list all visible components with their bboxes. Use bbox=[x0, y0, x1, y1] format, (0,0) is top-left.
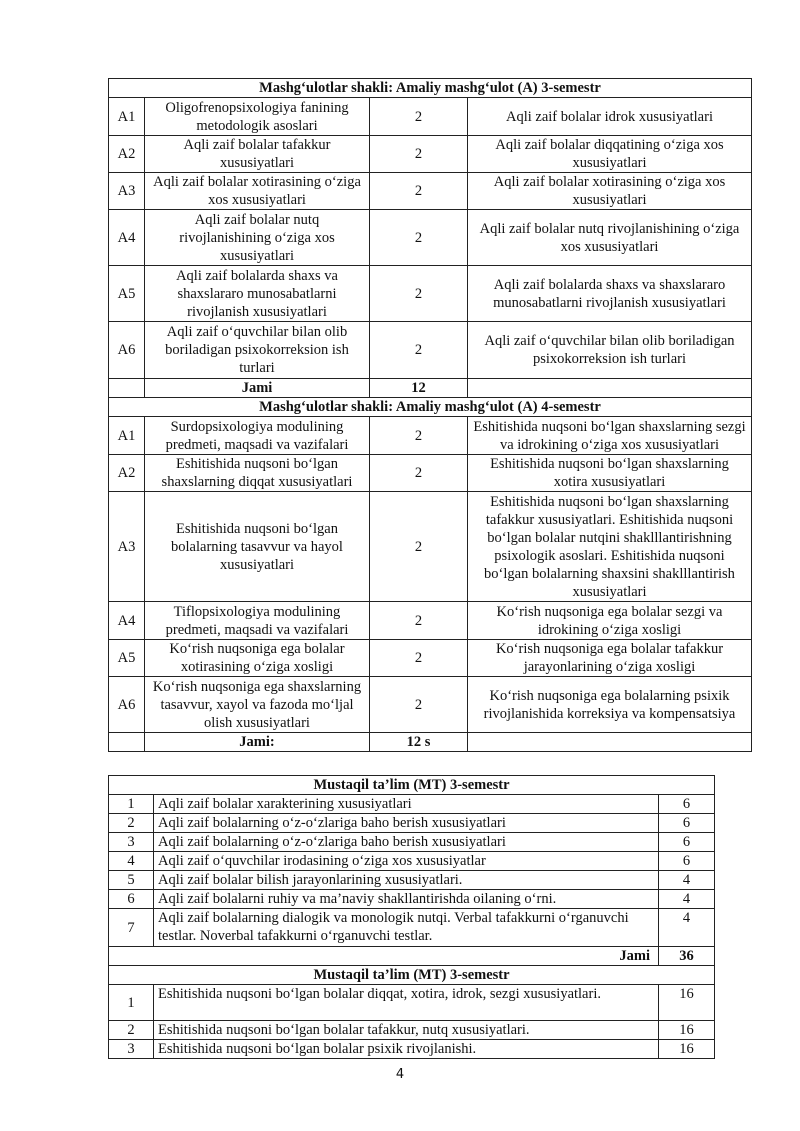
row-number: 2 bbox=[109, 814, 154, 833]
row-hours: 4 bbox=[659, 909, 715, 947]
row-hours: 6 bbox=[659, 795, 715, 814]
row-topic: Tiflopsixologiya modulining predmeti, maqsadi va vazifalari bbox=[145, 602, 370, 640]
row-topic: Aqli zaif o‘quvchilar bilan olib boriladigan psixokorreksion ish turlari bbox=[145, 322, 370, 379]
row-topic: Aqli zaif bolalar nutq rivojlanishining o‘ziga xos xususiyatlari bbox=[145, 210, 370, 266]
row-topic: Aqli zaif bolalar xarakterining xususiyatlari bbox=[154, 795, 659, 814]
row-hours: 4 bbox=[659, 890, 715, 909]
table-row bbox=[109, 417, 752, 455]
row-content: Aqli zaif o‘quvchilar bilan olib boriladigan psixokorreksion ish turlari bbox=[468, 322, 752, 379]
table-row bbox=[109, 266, 752, 322]
row-topic: Eshitishida nuqsoni bo‘lgan bolalarning tasavvur va hayol xususiyatlari bbox=[145, 492, 370, 602]
row-content: Aqli zaif bolalar idrok xususiyatlari bbox=[468, 98, 752, 136]
row-hours: 16 bbox=[659, 985, 715, 1021]
row-content: Eshitishida nuqsoni bo‘lgan shaxslarning tafakkur xususiyatlari. Eshitishida nuqsoni bo‘lgan bolalar nutqini shaklllantirishning psixologik asoslari. Eshitishida nuqsoni bo‘lgan bolalarning shaxsini shaklllantirish xususiyatlari bbox=[468, 492, 752, 602]
row-hours: 2 bbox=[370, 266, 468, 322]
row-number: 7 bbox=[109, 909, 154, 947]
row-topic: Aqli zaif bolalarda shaxs va shaxslararo munosabatlarni rivojlanish xususiyatlari bbox=[145, 266, 370, 322]
row-topic: Aqli zaif bolalarni ruhiy va ma’naviy shakllantirishda oilaning o‘rni. bbox=[154, 890, 659, 909]
row-topic: Surdopsixologiya modulining predmeti, maqsadi va vazifalari bbox=[145, 417, 370, 455]
table-heading-row bbox=[109, 79, 752, 98]
row-hours: 6 bbox=[659, 814, 715, 833]
row-code: A6 bbox=[109, 322, 145, 379]
total-value: 12 s bbox=[370, 733, 468, 752]
row-code: A3 bbox=[109, 173, 145, 210]
table-row bbox=[109, 455, 752, 492]
row-hours: 2 bbox=[370, 173, 468, 210]
independent-study-table bbox=[108, 775, 715, 1059]
row-hours: 6 bbox=[659, 833, 715, 852]
row-content: Aqli zaif bolalar diqqatining o‘ziga xos xususiyatlari bbox=[468, 136, 752, 173]
row-number: 3 bbox=[109, 833, 154, 852]
row-hours: 2 bbox=[370, 417, 468, 455]
table-row bbox=[109, 985, 715, 1021]
table-row bbox=[109, 795, 715, 814]
table-row bbox=[109, 173, 752, 210]
total-row bbox=[109, 733, 752, 752]
row-code: A2 bbox=[109, 455, 145, 492]
row-hours: 2 bbox=[370, 98, 468, 136]
section-heading: Mashg‘ulotlar shakli: Amaliy mashg‘ulot (A) 4-semestr bbox=[109, 398, 752, 417]
row-number: 2 bbox=[109, 1021, 154, 1040]
row-topic: Eshitishida nuqsoni bo‘lgan bolalar psixik rivojlanishi. bbox=[154, 1040, 659, 1059]
row-hours: 2 bbox=[370, 492, 468, 602]
row-topic: Oligofrenopsixologiya fanining metodologik asoslari bbox=[145, 98, 370, 136]
row-code: A4 bbox=[109, 602, 145, 640]
row-hours: 2 bbox=[370, 640, 468, 677]
row-topic: Aqli zaif bolalar tafakkur xususiyatlari bbox=[145, 136, 370, 173]
total-label: Jami bbox=[145, 379, 370, 398]
table-row bbox=[109, 492, 752, 602]
row-code: A1 bbox=[109, 417, 145, 455]
table-row bbox=[109, 640, 752, 677]
row-hours: 2 bbox=[370, 455, 468, 492]
table-row bbox=[109, 871, 715, 890]
total-value: 12 bbox=[370, 379, 468, 398]
table-heading-row bbox=[109, 966, 715, 985]
row-code: A6 bbox=[109, 677, 145, 733]
section-heading: Mashg‘ulotlar shakli: Amaliy mashg‘ulot (A) 3-semestr bbox=[109, 79, 752, 98]
row-topic: Ko‘rish nuqsoniga ega shaxslarning tasavvur, xayol va fazoda mo‘ljal olish xususiyatlari bbox=[145, 677, 370, 733]
row-hours: 16 bbox=[659, 1040, 715, 1059]
table-row bbox=[109, 322, 752, 379]
table-row bbox=[109, 677, 752, 733]
row-number: 5 bbox=[109, 871, 154, 890]
table-row bbox=[109, 136, 752, 173]
section-heading: Mustaqil ta’lim (MT) 3-semestr bbox=[109, 966, 715, 985]
section-heading: Mustaqil ta’lim (MT) 3-semestr bbox=[109, 776, 715, 795]
row-topic: Aqli zaif bolalar xotirasining o‘ziga xos xususiyatlari bbox=[145, 173, 370, 210]
row-code: A1 bbox=[109, 98, 145, 136]
row-content: Ko‘rish nuqsoniga ega bolalarning psixik rivojlanishida korreksiya va kompensatsiya bbox=[468, 677, 752, 733]
row-content: Ko‘rish nuqsoniga ega bolalar sezgi va idrokining o‘ziga xosligi bbox=[468, 602, 752, 640]
row-number: 1 bbox=[109, 985, 154, 1021]
row-hours: 16 bbox=[659, 1021, 715, 1040]
total-value: 36 bbox=[659, 947, 715, 966]
row-code: A4 bbox=[109, 210, 145, 266]
practical-sessions-table bbox=[108, 78, 752, 752]
row-topic: Aqli zaif o‘quvchilar irodasining o‘ziga xos xususiyatlar bbox=[154, 852, 659, 871]
total-row bbox=[109, 379, 752, 398]
row-hours: 4 bbox=[659, 871, 715, 890]
row-code: A2 bbox=[109, 136, 145, 173]
page-number: 4 bbox=[395, 1067, 405, 1082]
row-content: Eshitishida nuqsoni bo‘lgan shaxslarning sezgi va idrokining o‘ziga xos xususiyatlari bbox=[468, 417, 752, 455]
row-topic: Eshitishida nuqsoni bo‘lgan bolalar diqqat, xotira, idrok, sezgi xususiyatlari. bbox=[154, 985, 659, 1021]
row-topic: Eshitishida nuqsoni bo‘lgan shaxslarning diqqat xususiyatlari bbox=[145, 455, 370, 492]
row-code: A3 bbox=[109, 492, 145, 602]
row-topic: Aqli zaif bolalarning o‘z-o‘zlariga baho berish xususiyatlari bbox=[154, 833, 659, 852]
table-heading-row bbox=[109, 398, 752, 417]
row-content: Aqli zaif bolalar xotirasining o‘ziga xos xususiyatlari bbox=[468, 173, 752, 210]
row-number: 3 bbox=[109, 1040, 154, 1059]
table-row bbox=[109, 909, 715, 947]
row-hours: 2 bbox=[370, 210, 468, 266]
row-topic: Eshitishida nuqsoni bo‘lgan bolalar tafakkur, nutq xususiyatlari. bbox=[154, 1021, 659, 1040]
row-hours: 2 bbox=[370, 602, 468, 640]
table-row bbox=[109, 890, 715, 909]
table-row bbox=[109, 833, 715, 852]
table-heading-row bbox=[109, 776, 715, 795]
row-topic: Aqli zaif bolalarning o‘z-o‘zlariga baho berish xususiyatlari bbox=[154, 814, 659, 833]
row-number: 4 bbox=[109, 852, 154, 871]
row-content: Aqli zaif bolalarda shaxs va shaxslararo munosabatlarni rivojlanish xususiyatlari bbox=[468, 266, 752, 322]
row-content: Eshitishida nuqsoni bo‘lgan shaxslarning xotira xususiyatlari bbox=[468, 455, 752, 492]
row-content: Ko‘rish nuqsoniga ega bolalar tafakkur jarayonlarining o‘ziga xosligi bbox=[468, 640, 752, 677]
table-row bbox=[109, 1040, 715, 1059]
table-row bbox=[109, 814, 715, 833]
table-row bbox=[109, 602, 752, 640]
row-hours: 2 bbox=[370, 322, 468, 379]
total-label: Jami: bbox=[145, 733, 370, 752]
total-row bbox=[109, 947, 715, 966]
table-row bbox=[109, 1021, 715, 1040]
row-number: 6 bbox=[109, 890, 154, 909]
table-row bbox=[109, 98, 752, 136]
row-topic: Aqli zaif bolalarning dialogik va monologik nutqi. Verbal tafakkurni o‘rganuvchi testlar. Noverbal tafakkurni o‘rganuvchi testlar. bbox=[154, 909, 659, 947]
row-topic: Ko‘rish nuqsoniga ega bolalar xotirasining o‘ziga xosligi bbox=[145, 640, 370, 677]
total-label: Jami bbox=[109, 947, 659, 966]
row-topic: Aqli zaif bolalar bilish jarayonlarining xususiyatlari. bbox=[154, 871, 659, 890]
row-number: 1 bbox=[109, 795, 154, 814]
row-hours: 6 bbox=[659, 852, 715, 871]
table-row bbox=[109, 852, 715, 871]
row-content: Aqli zaif bolalar nutq rivojlanishining o‘ziga xos xususiyatlari bbox=[468, 210, 752, 266]
row-code: A5 bbox=[109, 266, 145, 322]
table-row bbox=[109, 210, 752, 266]
row-hours: 2 bbox=[370, 677, 468, 733]
row-code: A5 bbox=[109, 640, 145, 677]
row-hours: 2 bbox=[370, 136, 468, 173]
